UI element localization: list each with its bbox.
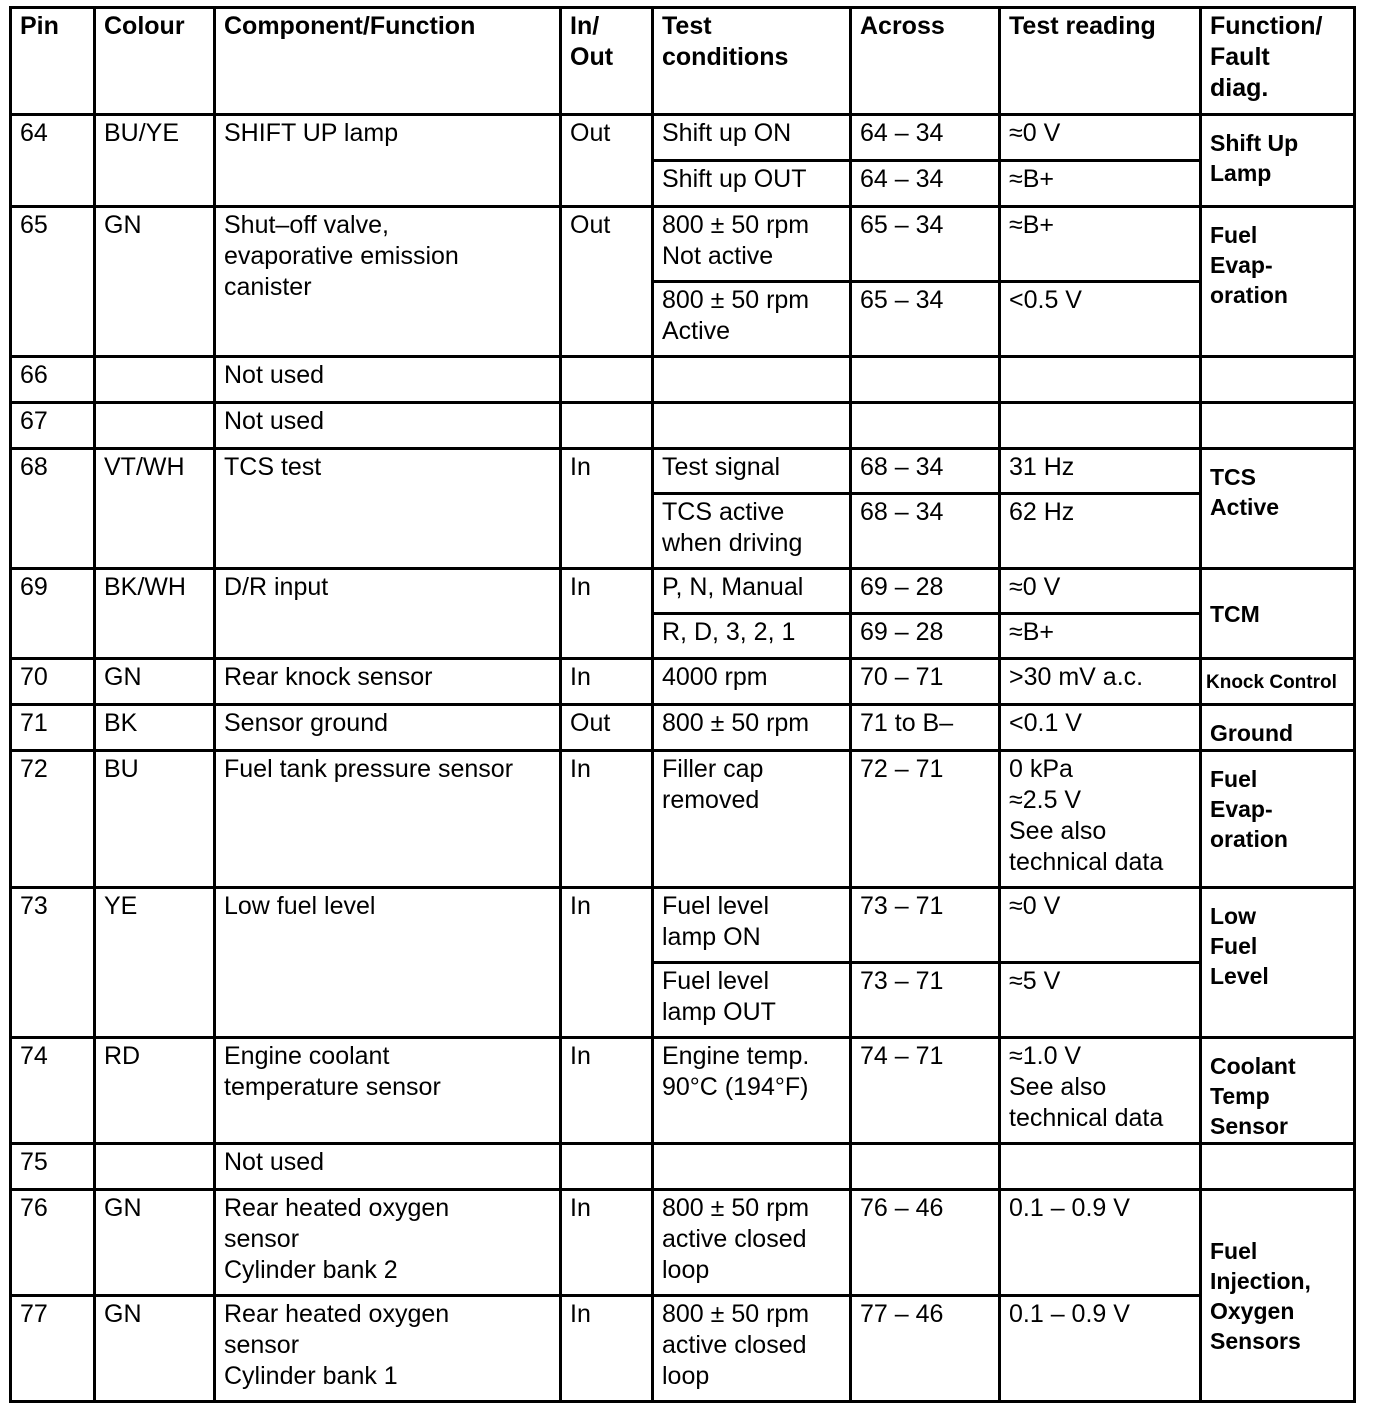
across-cell: 77 – 46 xyxy=(851,1296,1000,1402)
reading-cell: ≈1.0 V See also technical data xyxy=(1000,1038,1201,1144)
across-cell: 72 – 71 xyxy=(851,751,1000,888)
across-cell: 68 – 34 xyxy=(851,449,1000,494)
reading-cell: ≈5 V xyxy=(1000,963,1201,1038)
inout-cell xyxy=(561,1144,653,1190)
across-cell: 69 – 28 xyxy=(851,614,1000,659)
conditions-cell: Shift up ON xyxy=(653,115,851,161)
inout-cell: In xyxy=(561,1296,653,1402)
inout-cell: In xyxy=(561,659,653,705)
pin-cell: 72 xyxy=(11,751,95,888)
across-cell: 73 – 71 xyxy=(851,963,1000,1038)
inout-cell: Out xyxy=(561,115,653,207)
across-cell xyxy=(851,403,1000,449)
across-cell: 64 – 34 xyxy=(851,115,1000,161)
conditions-cell: Fuel level lamp ON xyxy=(653,888,851,963)
conditions-cell: Shift up OUT xyxy=(653,161,851,207)
table-row xyxy=(11,449,1355,494)
across-cell: 65 – 34 xyxy=(851,282,1000,357)
function-cell: Low Fuel Level xyxy=(1201,888,1355,1038)
across-cell xyxy=(851,1144,1000,1190)
inout-cell: In xyxy=(561,449,653,569)
pin-cell: 75 xyxy=(11,1144,95,1190)
function-cell: Fuel Evap- oration xyxy=(1201,207,1355,357)
component-cell: Rear heated oxygen sensor Cylinder bank 1 xyxy=(215,1296,561,1402)
across-cell: 65 – 34 xyxy=(851,207,1000,282)
reading-cell: >30 mV a.c. xyxy=(1000,659,1201,705)
colour-cell: BU/YE xyxy=(95,115,215,207)
component-cell: Low fuel level xyxy=(215,888,561,1038)
table-row xyxy=(11,1296,1355,1402)
header-inout: In/ Out xyxy=(561,8,653,115)
component-cell: Engine coolant temperature sensor xyxy=(215,1038,561,1144)
reading-cell: ≈B+ xyxy=(1000,161,1201,207)
header-pin: Pin xyxy=(11,8,95,115)
colour-cell: GN xyxy=(95,659,215,705)
inout-cell: Out xyxy=(561,207,653,357)
reading-cell xyxy=(1000,357,1201,403)
table-row xyxy=(11,569,1355,614)
component-cell: Shut–off valve, evaporative emission canister xyxy=(215,207,561,357)
pin-table xyxy=(9,6,1356,1403)
colour-cell: YE xyxy=(95,888,215,1038)
function-cell: Ground xyxy=(1201,705,1355,751)
reading-cell: ≈B+ xyxy=(1000,614,1201,659)
inout-cell: In xyxy=(561,1190,653,1296)
table-row xyxy=(11,403,1355,449)
colour-cell: GN xyxy=(95,207,215,357)
conditions-cell: P, N, Manual xyxy=(653,569,851,614)
conditions-cell xyxy=(653,357,851,403)
pin-cell: 76 xyxy=(11,1190,95,1296)
function-cell xyxy=(1201,403,1355,449)
header-reading: Test reading xyxy=(1000,8,1201,115)
component-cell: Rear heated oxygen sensor Cylinder bank 2 xyxy=(215,1190,561,1296)
inout-cell: In xyxy=(561,1038,653,1144)
pin-cell: 74 xyxy=(11,1038,95,1144)
across-cell: 68 – 34 xyxy=(851,494,1000,569)
component-cell: Not used xyxy=(215,1144,561,1190)
function-cell xyxy=(1201,1144,1355,1190)
conditions-cell: 800 ± 50 rpm xyxy=(653,705,851,751)
reading-cell: ≈0 V xyxy=(1000,115,1201,161)
reading-cell: ≈B+ xyxy=(1000,207,1201,282)
colour-cell: GN xyxy=(95,1190,215,1296)
function-cell: Fuel Injection, Oxygen Sensors xyxy=(1201,1190,1355,1402)
pin-cell: 77 xyxy=(11,1296,95,1402)
component-cell: TCS test xyxy=(215,449,561,569)
table-body xyxy=(11,115,1355,1402)
table-row xyxy=(11,659,1355,705)
conditions-cell: TCS active when driving xyxy=(653,494,851,569)
table-row xyxy=(11,207,1355,282)
table-row xyxy=(11,1038,1355,1144)
colour-cell: BK/WH xyxy=(95,569,215,659)
component-cell: Not used xyxy=(215,357,561,403)
conditions-cell: R, D, 3, 2, 1 xyxy=(653,614,851,659)
component-cell: Sensor ground xyxy=(215,705,561,751)
reading-cell xyxy=(1000,403,1201,449)
across-cell: 64 – 34 xyxy=(851,161,1000,207)
pin-cell: 68 xyxy=(11,449,95,569)
pin-cell: 71 xyxy=(11,705,95,751)
header-function: Function/ Fault diag. xyxy=(1201,8,1355,115)
colour-cell: RD xyxy=(95,1038,215,1144)
function-cell: Coolant Temp Sensor xyxy=(1201,1038,1355,1144)
reading-cell: 0.1 – 0.9 V xyxy=(1000,1190,1201,1296)
inout-cell xyxy=(561,357,653,403)
component-cell: D/R input xyxy=(215,569,561,659)
reading-cell: <0.1 V xyxy=(1000,705,1201,751)
component-cell: SHIFT UP lamp xyxy=(215,115,561,207)
pin-cell: 65 xyxy=(11,207,95,357)
colour-cell: VT/WH xyxy=(95,449,215,569)
reading-cell: 0 kPa ≈2.5 V See also technical data xyxy=(1000,751,1201,888)
inout-cell: In xyxy=(561,888,653,1038)
reading-cell: 31 Hz xyxy=(1000,449,1201,494)
pin-cell: 70 xyxy=(11,659,95,705)
reading-cell xyxy=(1000,1144,1201,1190)
function-cell: TCS Active xyxy=(1201,449,1355,569)
function-cell: Knock Control xyxy=(1201,659,1355,705)
across-cell: 69 – 28 xyxy=(851,569,1000,614)
conditions-cell: Fuel level lamp OUT xyxy=(653,963,851,1038)
header-across: Across xyxy=(851,8,1000,115)
across-cell: 71 to B– xyxy=(851,705,1000,751)
conditions-cell: 800 ± 50 rpm active closed loop xyxy=(653,1296,851,1402)
table-row xyxy=(11,751,1355,888)
inout-cell: In xyxy=(561,569,653,659)
across-cell: 76 – 46 xyxy=(851,1190,1000,1296)
header-conditions: Test conditions xyxy=(653,8,851,115)
across-cell xyxy=(851,357,1000,403)
reading-cell: <0.5 V xyxy=(1000,282,1201,357)
table-row xyxy=(11,115,1355,161)
colour-cell xyxy=(95,1144,215,1190)
component-cell: Not used xyxy=(215,403,561,449)
colour-cell xyxy=(95,403,215,449)
function-cell xyxy=(1201,357,1355,403)
header-row xyxy=(11,8,1355,115)
pin-cell: 67 xyxy=(11,403,95,449)
conditions-cell xyxy=(653,403,851,449)
conditions-cell: 4000 rpm xyxy=(653,659,851,705)
conditions-cell: 800 ± 50 rpm Active xyxy=(653,282,851,357)
pin-cell: 66 xyxy=(11,357,95,403)
pin-cell: 64 xyxy=(11,115,95,207)
inout-cell xyxy=(561,403,653,449)
colour-cell: BK xyxy=(95,705,215,751)
function-cell: Shift Up Lamp xyxy=(1201,115,1355,207)
table-row xyxy=(11,357,1355,403)
function-cell: Fuel Evap- oration xyxy=(1201,751,1355,888)
table-row xyxy=(11,705,1355,751)
conditions-cell: 800 ± 50 rpm Not active xyxy=(653,207,851,282)
header-colour: Colour xyxy=(95,8,215,115)
component-cell: Rear knock sensor xyxy=(215,659,561,705)
table-row xyxy=(11,888,1355,963)
component-cell: Fuel tank pressure sensor xyxy=(215,751,561,888)
table-row xyxy=(11,1144,1355,1190)
inout-cell: Out xyxy=(561,705,653,751)
conditions-cell: Engine temp. 90°C (194°F) xyxy=(653,1038,851,1144)
colour-cell: BU xyxy=(95,751,215,888)
pin-cell: 69 xyxy=(11,569,95,659)
conditions-cell: Test signal xyxy=(653,449,851,494)
inout-cell: In xyxy=(561,751,653,888)
reading-cell: 62 Hz xyxy=(1000,494,1201,569)
pin-cell: 73 xyxy=(11,888,95,1038)
table-row xyxy=(11,1190,1355,1296)
header-component: Component/Function xyxy=(215,8,561,115)
reading-cell: 0.1 – 0.9 V xyxy=(1000,1296,1201,1402)
across-cell: 70 – 71 xyxy=(851,659,1000,705)
colour-cell: GN xyxy=(95,1296,215,1402)
conditions-cell: Filler cap removed xyxy=(653,751,851,888)
function-cell: TCM xyxy=(1201,569,1355,659)
reading-cell: ≈0 V xyxy=(1000,888,1201,963)
colour-cell xyxy=(95,357,215,403)
across-cell: 74 – 71 xyxy=(851,1038,1000,1144)
conditions-cell: 800 ± 50 rpm active closed loop xyxy=(653,1190,851,1296)
across-cell: 73 – 71 xyxy=(851,888,1000,963)
reading-cell: ≈0 V xyxy=(1000,569,1201,614)
conditions-cell xyxy=(653,1144,851,1190)
